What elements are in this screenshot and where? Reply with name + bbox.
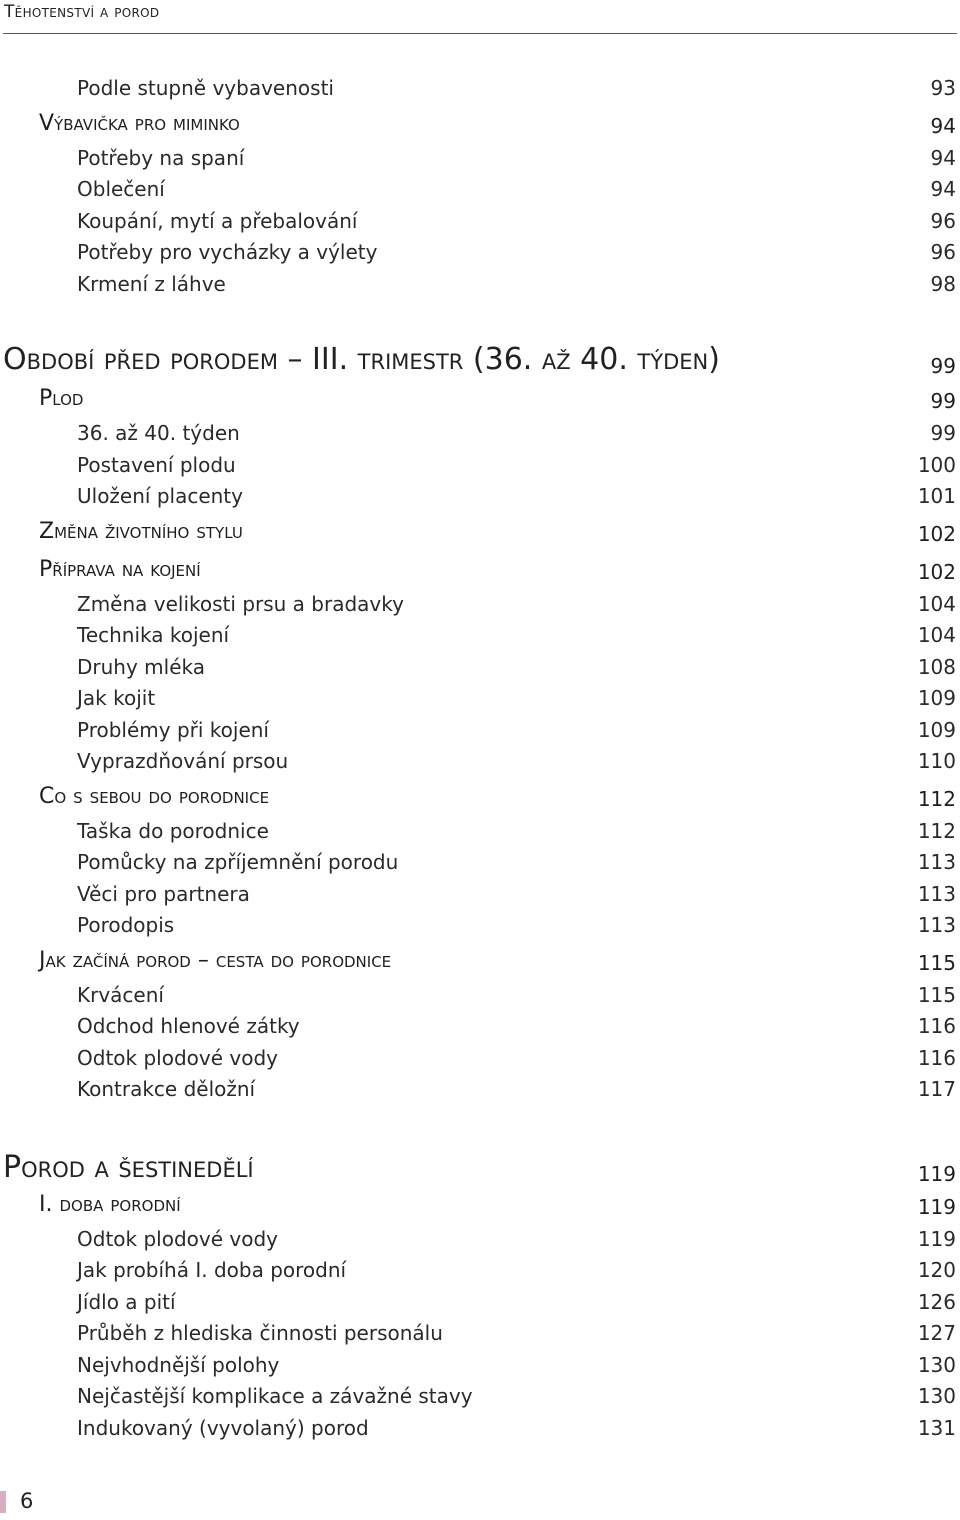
toc-entry[interactable]	[0, 620, 960, 650]
toc-entry[interactable]	[0, 1011, 960, 1041]
toc-page-number: 119	[917, 1195, 956, 1219]
toc-entry-label: Potřeby pro vycházky a výlety	[77, 240, 378, 264]
toc-entry-label: Problémy při kojení	[77, 718, 269, 742]
toc-page-number: 130	[917, 1353, 956, 1377]
toc-entry-label: Změna velikosti prsu a bradavky	[77, 592, 404, 616]
toc-page-number: 110	[917, 749, 956, 773]
toc-chapter-label: Období před porodem – III. trimestr (36. až 40. týden)	[3, 342, 720, 377]
toc-section-label: I. doba porodní	[39, 1192, 181, 1217]
toc-entry[interactable]	[0, 1413, 960, 1443]
toc-entry[interactable]	[0, 746, 960, 776]
toc-page-number: 109	[917, 718, 956, 742]
toc-page-number: 116	[917, 1046, 956, 1070]
toc-page-number: 104	[917, 623, 956, 647]
toc-entry[interactable]	[0, 879, 960, 909]
toc-entry-label: Druhy mléka	[77, 655, 205, 679]
toc-section[interactable]	[0, 519, 960, 549]
footer-page-number: 6	[20, 1489, 34, 1513]
toc-page-number: 94	[930, 146, 956, 170]
toc-entry-label: Oblečení	[77, 177, 165, 201]
toc-chapter[interactable]	[0, 342, 960, 386]
toc-section-label: Plod	[39, 386, 84, 411]
toc-entry[interactable]	[0, 237, 960, 267]
toc-entry[interactable]	[0, 652, 960, 682]
toc-page-number: 120	[917, 1258, 956, 1282]
toc-entry-label: Jak probíhá I. doba porodní	[77, 1258, 347, 1282]
toc-entry-label: Koupání, mytí a přebalování	[77, 209, 358, 233]
toc-page-number: 98	[930, 272, 956, 296]
toc-entry[interactable]	[0, 481, 960, 511]
toc-entry[interactable]	[0, 847, 960, 877]
toc-entry[interactable]	[0, 1255, 960, 1285]
toc-chapter-label: Porod a šestinedělí	[3, 1150, 254, 1185]
toc-entry-label: Postavení plodu	[77, 453, 236, 477]
toc-entry-label: Potřeby na spaní	[77, 146, 245, 170]
toc-entry[interactable]	[0, 418, 960, 448]
toc-entry-label: Jídlo a pití	[77, 1290, 176, 1314]
toc-entry-label: Pomůcky na zpříjemnění porodu	[77, 850, 399, 874]
running-header: Těhotenství a porod	[4, 2, 160, 22]
toc-page-number: 94	[930, 114, 956, 138]
toc-page-number: 101	[917, 484, 956, 508]
toc-page-number: 93	[930, 76, 956, 100]
header-rule	[3, 33, 957, 34]
toc-entry[interactable]	[0, 1074, 960, 1104]
toc-page-number: 131	[917, 1416, 956, 1440]
toc-page-number: 104	[917, 592, 956, 616]
toc-entry-label: Nejčastější komplikace a závažné stavy	[77, 1384, 473, 1408]
toc-entry-label: Odchod hlenové zátky	[77, 1014, 300, 1038]
toc-entry-label: Odtok plodové vody	[77, 1046, 278, 1070]
toc-entry-label: Indukovaný (vyvolaný) porod	[77, 1416, 369, 1440]
toc-entry-label: Taška do porodnice	[77, 819, 269, 843]
toc-page-number: 127	[917, 1321, 956, 1345]
toc-page-number: 102	[917, 560, 956, 584]
toc-entry[interactable]	[0, 1381, 960, 1411]
toc-page-number: 108	[917, 655, 956, 679]
toc-entry-label: Odtok plodové vody	[77, 1227, 278, 1251]
toc-entry-label: Podle stupně vybavenosti	[77, 76, 334, 100]
toc-page-number: 112	[917, 787, 956, 811]
toc-entry[interactable]	[0, 269, 960, 299]
toc-section[interactable]	[0, 1192, 960, 1222]
toc-page-number: 109	[917, 686, 956, 710]
toc-entry-label: Porodopis	[77, 913, 175, 937]
toc-section-label: Změna životního stylu	[39, 519, 243, 544]
toc-entry-label: Kontrakce děložní	[77, 1077, 256, 1101]
toc-page-number: 115	[917, 983, 956, 1007]
toc-entry[interactable]	[0, 816, 960, 846]
toc-entry[interactable]	[0, 1350, 960, 1380]
toc-section-label: Co s sebou do porodnice	[39, 784, 270, 809]
toc-entry[interactable]	[0, 1287, 960, 1317]
toc-page-number: 94	[930, 177, 956, 201]
toc-entry-label: Krmení z láhve	[77, 272, 226, 296]
footer-accent-bar	[0, 1491, 6, 1513]
toc-chapter[interactable]	[0, 1150, 960, 1194]
toc-page-number: 119	[917, 1162, 956, 1186]
toc-entry-label: Krvácení	[77, 983, 164, 1007]
toc-page-number: 100	[917, 453, 956, 477]
toc-entry[interactable]	[0, 910, 960, 940]
toc-page-number: 113	[917, 882, 956, 906]
toc-entry[interactable]	[0, 206, 960, 236]
toc-entry[interactable]	[0, 450, 960, 480]
toc-entry-label: Uložení placenty	[77, 484, 243, 508]
toc-entry[interactable]	[0, 683, 960, 713]
toc-page-number: 102	[917, 522, 956, 546]
toc-entry-label: Jak kojit	[77, 686, 156, 710]
toc-section[interactable]	[0, 557, 960, 587]
toc-section-label: Příprava na kojení	[39, 557, 201, 582]
toc-entry[interactable]	[0, 73, 960, 103]
toc-section[interactable]	[0, 111, 960, 141]
toc-entry[interactable]	[0, 174, 960, 204]
toc-page-number: 96	[930, 209, 956, 233]
toc-page-number: 96	[930, 240, 956, 264]
toc-page-number: 116	[917, 1014, 956, 1038]
toc-page-number: 99	[930, 354, 956, 378]
toc-page-number: 113	[917, 913, 956, 937]
toc-section-label: Výbavička pro miminko	[39, 111, 240, 136]
toc-page-number: 117	[917, 1077, 956, 1101]
toc-entry[interactable]	[0, 980, 960, 1010]
toc-entry[interactable]	[0, 715, 960, 745]
toc-entry[interactable]	[0, 589, 960, 619]
toc-page-number: 112	[917, 819, 956, 843]
toc-entry-label: Technika kojení	[77, 623, 230, 647]
toc-page-number: 99	[930, 421, 956, 445]
toc-entry[interactable]	[0, 1224, 960, 1254]
toc-entry-label: Vyprazdňování prsou	[77, 749, 289, 773]
toc-section[interactable]	[0, 948, 960, 978]
toc-page-number: 130	[917, 1384, 956, 1408]
toc-entry-label: Průběh z hlediska činnosti personálu	[77, 1321, 443, 1345]
toc-page-number: 115	[917, 951, 956, 975]
toc-entry-label: 36. až 40. týden	[77, 421, 240, 445]
toc-section[interactable]	[0, 784, 960, 814]
toc-page-number: 113	[917, 850, 956, 874]
toc-page-number: 126	[917, 1290, 956, 1314]
toc-entry[interactable]	[0, 1318, 960, 1348]
toc-section-label: Jak začíná porod – cesta do porodnice	[39, 948, 392, 973]
toc-page-number: 119	[917, 1227, 956, 1251]
toc-entry-label: Věci pro partnera	[77, 882, 250, 906]
toc-page-number: 99	[930, 389, 956, 413]
toc-entry-label: Nejvhodnější polohy	[77, 1353, 280, 1377]
toc-entry[interactable]	[0, 1043, 960, 1073]
toc-section[interactable]	[0, 386, 960, 416]
toc-entry[interactable]	[0, 143, 960, 173]
